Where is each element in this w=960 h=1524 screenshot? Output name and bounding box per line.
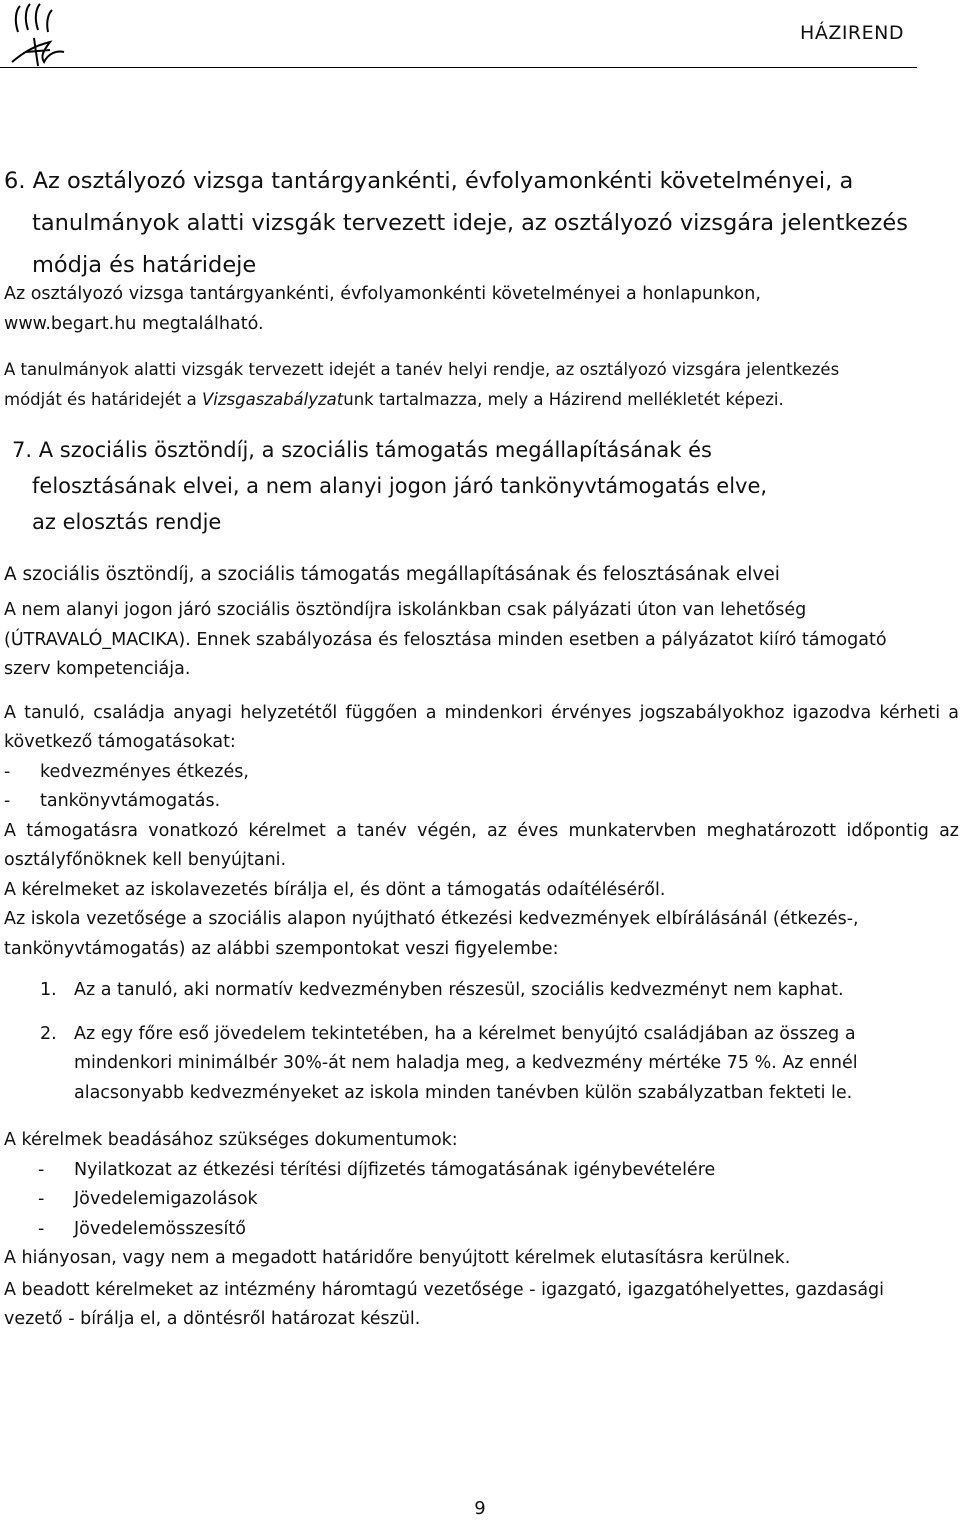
section-6-heading: 6. Az osztályozó vizsga tantárgyankénti, évfolyamonkénti követelményei, a tanulmányok alatti vizsgák tervezett ideje, az osztályozó vizsgára jelentkezés módja és határideje <box>4 168 908 278</box>
section-7-para-2: A tanuló, családja anyagi helyzetétől függően a mindenkori érvényes jogszabályokhoz igazodva kérheti a következő támogatásokat: <box>4 702 959 752</box>
page-number: 9 <box>474 1498 486 1519</box>
docs-list <box>4 1156 959 1245</box>
criteria-list <box>4 976 959 1108</box>
school-logo-icon <box>4 2 74 72</box>
section-7-subheading: A szociális ösztöndíj, a szociális támogatás megállapításának és felosztásának elvei <box>4 564 780 585</box>
list-item: - kedvezményes étkezés, <box>4 761 249 782</box>
section-7-para-6: A hiányosan, vagy nem a megadott határidőre benyújtott kérelmek elutasításra kerülnek. <box>4 1248 791 1268</box>
list-item: - Nyilatkozat az étkezési térítési díjfizetés támogatásának igénybevételére <box>38 1159 716 1180</box>
section-7-para-1: A nem alanyi jogon járó szociális ösztöndíjra iskolánkban csak pályázati úton van lehetőség (ÚTRAVALÓ_MACIKA). Ennek szabályozása és felosztása minden esetben a pályázatot kiíró támogató szerv kompetenciája. <box>4 600 887 679</box>
section-7 <box>4 432 959 1335</box>
header-divider <box>0 67 917 68</box>
support-list <box>4 758 959 817</box>
list-item: - Jövedelemösszesítő <box>38 1218 246 1239</box>
list-item: - Jövedelemigazolások <box>38 1189 258 1209</box>
list-item: 2. Az egy főre eső jövedelem tekintetében, ha a kérelmet benyújtó családjában az összeg a mindenkori minimálbér 30%-át nem haladja meg, a kedvezmény mértéke 75 %. Az ennél alacsonyabb kedvezményeket az iskola minden tanévben külön szabályzatban fekteti le. <box>40 1023 858 1103</box>
header-title: HÁZIREND <box>800 22 904 44</box>
section-7-para-3: A támogatásra vonatkozó kérelmet a tanév végén, az éves munkatervben meghatározott időpontig az osztályfőnöknek kell benyújtani. <box>4 820 959 870</box>
docs-intro: A kérelmek beadásához szükséges dokumentumok: <box>4 1130 458 1150</box>
section-6-para-2: A tanulmányok alatti vizsgák tervezett idejét a tanév helyi rendje, az osztályozó vizsgára jelentkezés módját és határidejét a Vizsgaszabályzatunk tartalmazza, mely a Házirend mellékletét képezi. <box>4 360 840 409</box>
document-body <box>4 170 959 1335</box>
section-7-para-5: Az iskola vezetősége a szociális alapon nyújtható étkezési kedvezmények elbírálásánál (étkezés-, tankönyvtámogatás) az alábbi szempontokat veszi figyelembe: <box>4 909 859 959</box>
list-item: - tankönyvtámogatás. <box>4 791 221 811</box>
vizsgaszabalyzat-reference: Vizsgaszabályzat <box>202 389 344 409</box>
section-6 <box>4 160 959 414</box>
section-6-para-1: Az osztályozó vizsga tantárgyankénti, évfolyamonkénti követelményei a honlapunkon, www.begart.hu megtalálható. <box>4 284 761 334</box>
list-item: 1. Az a tanuló, aki normatív kedvezményben részesül, szociális kedvezményt nem kaphat. <box>40 980 844 1000</box>
section-7-para-7: A beadott kérelmeket az intézmény háromtagú vezetősége - igazgató, igazgatóhelyettes, gazdasági vezető - bírálja el, a döntésről határozat készül. <box>4 1279 885 1329</box>
section-7-para-4: A kérelmeket az iskolavezetés bírálja el, és dönt a támogatás odaítéléséről. <box>4 879 666 900</box>
section-7-heading: 7. A szociális ösztöndíj, a szociális támogatás megállapításának és felosztásának elvei, a nem alanyi jogon járó tankönyvtámogatás elve, az elosztás rendje <box>12 438 768 534</box>
